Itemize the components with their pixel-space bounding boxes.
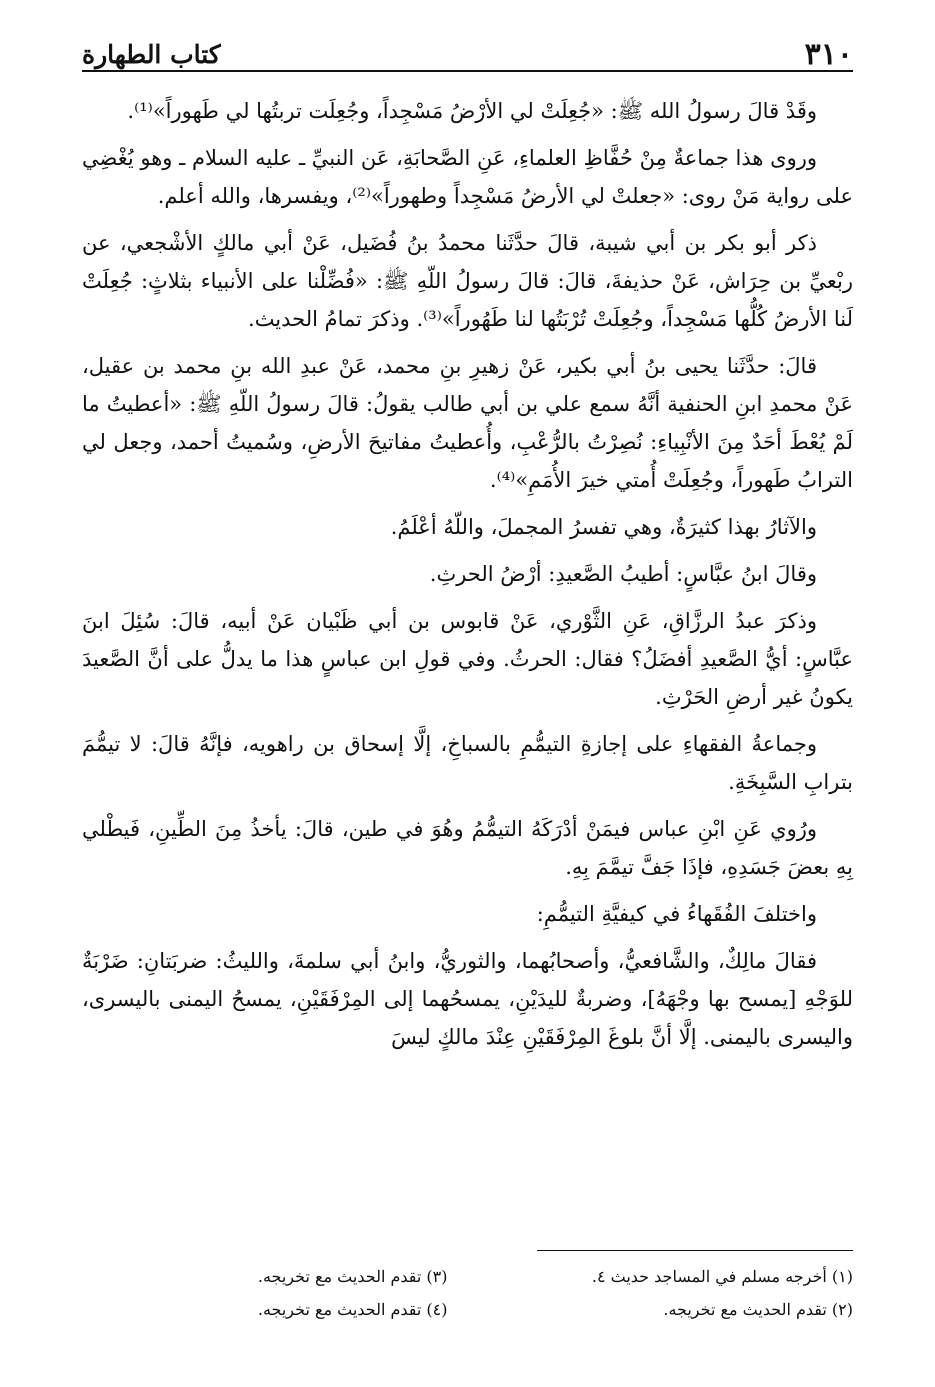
- paragraph: فقالَ مالِكٌ، والشَّافعيُّ، وأصحابُهما، والثوريُّ، وابنُ أبي سلمةَ، والليثُ: ضربَتانِ: ضَرْبَةٌ للوَجْهِ [يمسح بها وجْهَهُ]، وضربةٌ لليدَيْنِ، يمسحُهما إلى المِرْفَقَيْنِ، يمسحُ اليمنى باليسرى، واليسرى باليمنى. إلَّا أنَّ بلوغَ المِرْفَقَيْنِ عِنْدَ مالكٍ ليسَ: [82, 949, 853, 1049]
- footnote-4: (٤) تقدم الحديث مع تخريجه.: [257, 1300, 448, 1319]
- main-text: [82, 92, 853, 1065]
- paragraph: ذكر أبو بكر بن أبي شيبة، قالَ حدَّثَنا محمدُ بنُ فُضَيل، عَنْ أبي مالكٍ الأشْجعي، عن ربْعيِّ بن حِرَاش، عَنْ حذيفةَ، قالَ: قالَ رسولُ اللّهِ ﷺ: «فُضِّلْنا على الأنبياء بثلاثٍ: جُعِلَتْ لَنا الأرضُ كُلُّها مَسْجِداً، وجُعِلَتْ تُرْبَتُها لنا طَهُوراً»⁽³⁾. وذكرَ تمامُ الحديث.: [82, 231, 853, 331]
- paragraph: والآثارُ بهذا كثيرَةٌ، وهي تفسرُ المجملَ، واللّهُ أعْلَمُ.: [390, 515, 817, 539]
- paragraph: وجماعةُ الفقهاءِ على إجازةِ التيمُّمِ بالسباخِ، إلَّا إسحاق بن راهويه، فإنَّهُ قالَ: لا تيمُّمَ بترابِ السَّبِخَةِ.: [82, 732, 853, 794]
- header-rule: [82, 70, 853, 72]
- book-title: كتاب الطهارة: [82, 40, 221, 69]
- paragraph: قالَ: حدَّثَنا يحيى بنُ أبي بكير، عَنْ زهيرِ بنِ محمد، عَنْ عبدِ الله بنِ محمد بن عقيل، عَنْ محمدِ ابنِ الحنفية أنَّهُ سمع علي بن أبي طالب يقولُ: قالَ رسولُ اللّهِ ﷺ: «أعطيتُ ما لَمْ يُعْطَ أحَدٌ مِنَ الأنْبِياءِ: نُصِرْتُ بالرُّعْبِ، وأُعطيتُ مفاتيحَ الأرضِ، وسُميتُ أحمد، وجعل لي الترابُ طَهوراً، وجُعِلَتْ أُمتي خيرَ الأُمَمِ»⁽⁴⁾.: [82, 354, 853, 492]
- paragraph: وقَدْ قالَ رسولُ الله ﷺ: «جُعِلَتْ لي الأرْضُ مَسْجِداً، وجُعِلَت تربتُها لي طَهوراً»⁽¹⁾.: [127, 99, 817, 123]
- paragraph: وذكرَ عبدُ الرزَّاقِ، عَنِ الثَّوْري، عَنْ قابوس بن أبي ظَبْيان عَنْ أبيه، قالَ: سُئِلَ ابنَ عبَّاسٍ: أيُّ الصَّعيدِ أفضَلُ؟ فقال: الحرثُ. وفي قولِ ابن عباسٍ هذا ما يدلُّ على أنَّ الصَّعيدَ يكونُ غير أرضِ الحَرْثِ.: [82, 609, 853, 709]
- paragraph: ورُوي عَنِ ابْنِ عباس فيمَنْ أدْرَكَهُ التيمُّمُ وهُوَ في طين، قالَ: يأخذُ مِنَ الطِّينِ، فَيطْلي بِهِ بعضَ جَسَدِهِ، فإذَا جَفَّ تيمَّمَ بِهِ.: [82, 817, 853, 879]
- footnote-1: (١) أخرجه مسلم في المساجد حديث ٤.: [591, 1267, 853, 1286]
- footnote-3: (٣) تقدم الحديث مع تخريجه.: [257, 1267, 448, 1286]
- footnote-rule: [537, 1250, 853, 1251]
- running-header: [82, 26, 853, 70]
- paragraph: واختلفَ الفُقَهاءُ في كيفيَّةِ التيمُّمِ:: [536, 902, 817, 926]
- footnote-2: (٢) تقدم الحديث مع تخريجه.: [663, 1300, 853, 1319]
- page-number: ٣١٠: [804, 37, 853, 72]
- footnotes: [82, 1260, 853, 1326]
- paragraph: وروى هذا جماعةٌ مِنْ حُفَّاظِ العلماءِ، عَنِ الصَّحابَةِ، عَن النبيِّ ـ عليه السلام ـ وهو يُغْضِي على رواية مَنْ روى: «جعلتْ لي الأرضُ مَسْجِداً وطهوراً»⁽²⁾، ويفسرها، والله أعلم.: [82, 146, 853, 208]
- paragraph: وقالَ ابنُ عبَّاسٍ: أطيبُ الصَّعيدِ: أرْضُ الحرثِ.: [429, 562, 817, 586]
